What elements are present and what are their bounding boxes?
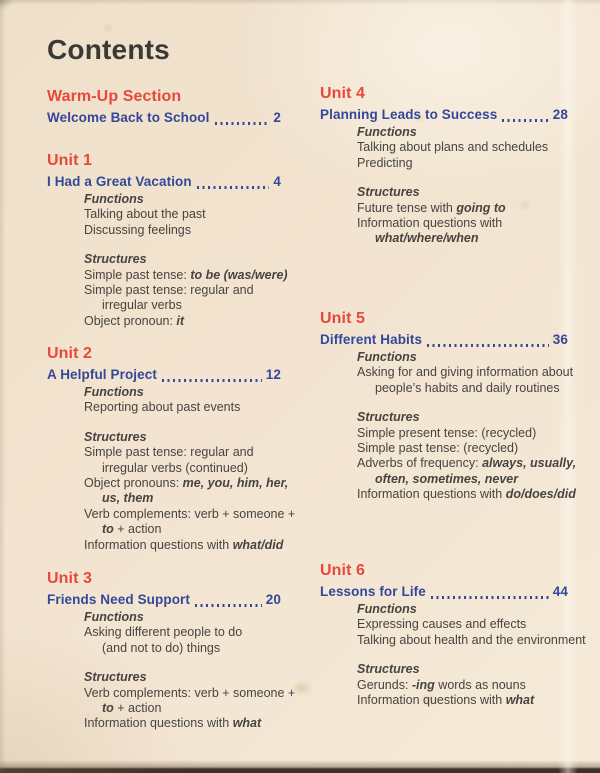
toc-line	[84, 701, 305, 716]
plain-text: Talking about the past	[84, 207, 206, 222]
plain-text: irregular verbs (continued)	[102, 460, 248, 475]
plain-text: Talking about plans and schedules	[357, 140, 549, 155]
section-unit3	[47, 569, 305, 732]
section-heading: Unit 4	[320, 85, 366, 102]
toc-line	[357, 365, 586, 380]
emphasis-text: -ing	[411, 677, 435, 692]
dotted-leader	[195, 604, 262, 607]
toc-line	[357, 456, 586, 471]
plain-text: Simple past tense: regular and	[84, 445, 254, 460]
plain-text: Future tense with	[357, 200, 457, 215]
group-label: Functions	[357, 125, 417, 139]
plain-text: Asking for and giving information about	[357, 365, 574, 380]
emphasis-text: me, you, him, her,	[182, 476, 289, 491]
entry-title: Planning Leads to Success	[320, 107, 498, 122]
section-unit6	[320, 561, 586, 708]
page-number: 2	[273, 110, 281, 125]
toc-line	[357, 487, 586, 502]
emphasis-text: to be (was/were)	[190, 267, 288, 282]
section-unit2	[47, 344, 305, 553]
plain-text: Asking different people to do	[84, 625, 243, 640]
toc-line	[357, 140, 586, 155]
dotted-leader	[502, 119, 548, 122]
dotted-leader	[162, 379, 262, 382]
emphasis-text: often, sometimes, never	[375, 471, 519, 486]
toc-line	[84, 400, 305, 415]
dotted-leader	[215, 122, 270, 125]
plain-text: Information questions with	[84, 537, 233, 552]
emphasis-text: what	[505, 693, 535, 708]
toc-line	[357, 381, 586, 396]
toc-line	[84, 507, 305, 522]
toc-entry	[320, 106, 568, 124]
plain-text: Information questions with	[357, 693, 506, 708]
toc-line	[84, 461, 305, 476]
group-label: Structures	[357, 185, 420, 200]
entry-title: A Helpful Project	[47, 367, 157, 382]
toc-line	[84, 491, 305, 506]
emphasis-text: to	[102, 522, 114, 537]
page-number: 20	[265, 592, 281, 607]
section-heading: Unit 6	[320, 562, 366, 579]
page-number: 4	[273, 174, 281, 189]
toc-line	[357, 678, 586, 693]
group-label: Structures	[357, 662, 420, 677]
emphasis-text: do/does/did	[505, 487, 576, 502]
toc-entry	[47, 173, 281, 191]
section-unit5	[320, 309, 586, 503]
toc-line	[357, 216, 586, 231]
group-label: Functions	[84, 385, 144, 399]
plain-text: Predicting	[357, 155, 413, 170]
group-label: Structures	[357, 410, 420, 425]
page-number: 12	[265, 367, 281, 382]
plain-text: people’s habits and daily routines	[375, 380, 560, 395]
group-label: Functions	[357, 602, 417, 616]
toc-line	[84, 268, 305, 283]
section-heading: Unit 5	[320, 310, 366, 327]
section-heading: Unit 2	[47, 345, 93, 362]
group-label: Functions	[84, 610, 144, 624]
plain-text: Expressing causes and effects	[357, 617, 527, 632]
plain-text: Information questions with	[357, 487, 506, 502]
entry-title: Friends Need Support	[47, 592, 191, 607]
toc-line	[84, 207, 305, 222]
group-label: Functions	[357, 350, 417, 364]
group-label: Structures	[84, 429, 147, 444]
entry-title: Welcome Back to School	[47, 110, 210, 125]
dotted-leader	[197, 186, 270, 189]
plain-text: Verb complements: verb + someone +	[84, 685, 296, 700]
section-heading: Unit 1	[47, 152, 93, 169]
entry-title: Lessons for Life	[320, 584, 426, 599]
toc-line	[357, 441, 586, 456]
emphasis-text: what	[232, 716, 262, 731]
toc-line	[357, 231, 586, 246]
toc-line	[84, 476, 305, 491]
section-heading: Unit 3	[47, 570, 93, 587]
toc-line	[84, 716, 305, 731]
toc-line	[84, 641, 305, 656]
group-label: Structures	[84, 670, 147, 685]
plain-text: Simple past tense:	[84, 267, 191, 282]
toc-entry	[47, 109, 281, 127]
plain-text: Information questions with	[357, 216, 503, 231]
toc-line	[357, 617, 586, 632]
plain-text: Simple past tense: (recycled)	[357, 441, 519, 456]
plain-text: Information questions with	[84, 716, 233, 731]
section-warmup	[47, 87, 305, 127]
emphasis-text: it	[176, 313, 185, 328]
plain-text: Talking about health and the environment	[357, 632, 586, 647]
plain-text: Discussing feelings	[84, 222, 191, 237]
toc-line	[84, 445, 305, 460]
toc-line	[357, 201, 586, 216]
plain-text: (and not to do) things	[102, 640, 221, 655]
plain-text: + action	[113, 522, 162, 537]
emphasis-text: always, usually,	[482, 456, 577, 471]
dotted-leader	[427, 344, 549, 347]
page-title: Contents	[47, 34, 170, 65]
plain-text: Simple present tense: (recycled)	[357, 425, 537, 440]
plain-text: irregular verbs	[102, 298, 182, 313]
plain-text: + action	[113, 701, 162, 716]
toc-line	[357, 156, 586, 171]
entry-title: Different Habits	[320, 332, 423, 347]
page-number: 44	[552, 584, 568, 599]
emphasis-text: what/did	[232, 537, 284, 552]
toc-line	[84, 625, 305, 640]
plain-text: Verb complements: verb + someone +	[84, 506, 296, 521]
toc-line	[357, 426, 586, 441]
toc-line	[84, 686, 305, 701]
plain-text: Adverbs of frequency:	[357, 456, 483, 471]
toc-line	[84, 283, 305, 298]
toc-line	[357, 472, 586, 487]
plain-text: Simple past tense: regular and	[84, 283, 254, 298]
toc-line	[357, 693, 586, 708]
toc-entry	[47, 366, 281, 384]
toc-entry	[47, 591, 281, 609]
emphasis-text: us, them	[102, 491, 154, 506]
plain-text: Gerunds:	[357, 677, 412, 692]
emphasis-text: going to	[456, 200, 506, 215]
toc-entry	[320, 331, 568, 349]
page-number: 28	[552, 107, 568, 122]
plain-text: words as nouns	[434, 677, 526, 692]
emphasis-text: to	[102, 701, 114, 716]
toc-line	[84, 314, 305, 329]
toc-entry	[320, 583, 568, 601]
dotted-leader	[431, 596, 549, 599]
group-label: Structures	[84, 252, 147, 267]
toc-line	[84, 522, 305, 537]
section-heading: Warm-Up Section	[47, 88, 182, 105]
plain-text: Object pronouns:	[84, 476, 183, 491]
toc-line	[357, 633, 586, 648]
section-unit1	[47, 151, 305, 329]
toc-line	[84, 298, 305, 313]
entry-title: I Had a Great Vacation	[47, 174, 192, 189]
plain-text: Reporting about past events	[84, 400, 241, 415]
group-label: Functions	[84, 192, 144, 206]
emphasis-text: what/where/when	[375, 231, 479, 246]
plain-text: Object pronoun:	[84, 313, 177, 328]
section-unit4	[320, 84, 586, 247]
toc-line	[84, 223, 305, 238]
page-number: 36	[552, 332, 568, 347]
toc-line	[84, 538, 305, 553]
